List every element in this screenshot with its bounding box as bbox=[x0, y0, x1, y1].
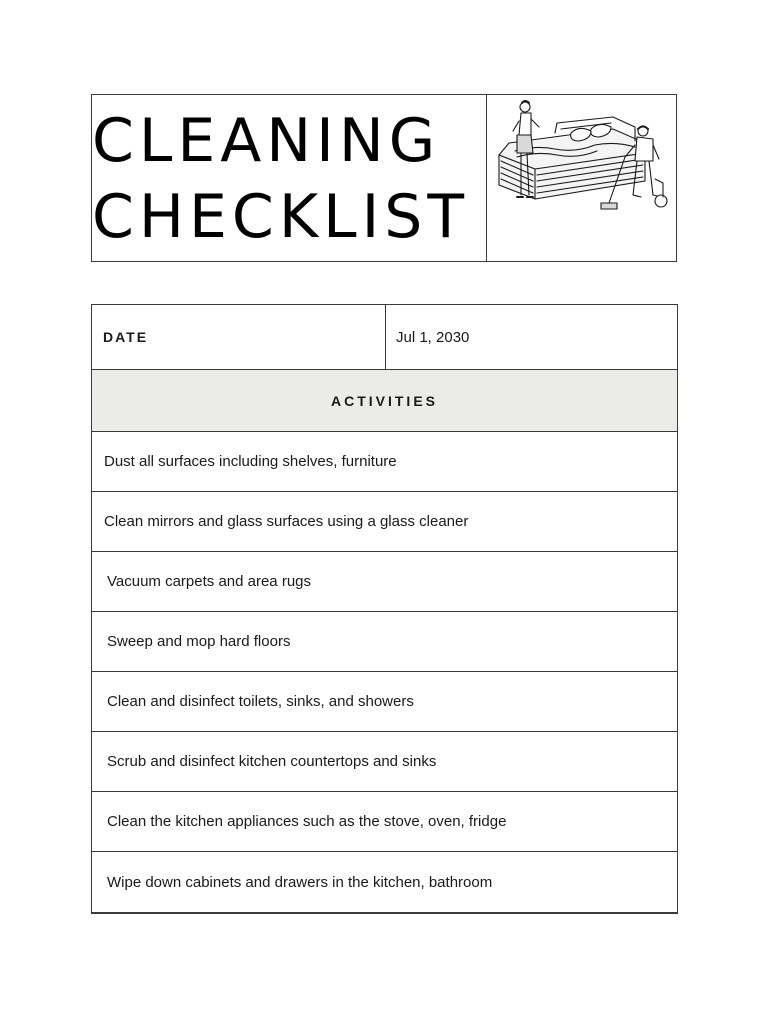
checklist-table bbox=[91, 304, 678, 914]
activity-list bbox=[92, 432, 677, 912]
activity-item: Clean and disinfect toilets, sinks, and showers bbox=[92, 672, 677, 732]
header-box bbox=[91, 94, 677, 262]
title-cell bbox=[92, 95, 487, 261]
activity-item: Scrub and disinfect kitchen countertops and sinks bbox=[92, 732, 677, 792]
page-title-line-1: CLEANING bbox=[92, 106, 441, 176]
activities-header: ACTIVITIES bbox=[92, 370, 677, 432]
activity-item: Wipe down cabinets and drawers in the kitchen, bathroom bbox=[107, 873, 493, 891]
date-value: Jul 1, 2030 bbox=[396, 328, 470, 346]
date-row bbox=[92, 305, 677, 370]
page-title-line-2: CHECKLIST bbox=[92, 182, 470, 252]
activity-item: Sweep and mop hard floors bbox=[92, 612, 677, 672]
activity-item: Clean the kitchen appliances such as the stove, oven, fridge bbox=[92, 792, 677, 852]
illustration-cell bbox=[487, 95, 676, 261]
activity-item: Clean mirrors and glass surfaces using a glass cleaner bbox=[92, 492, 677, 552]
cleaning-people-illustration-icon bbox=[495, 99, 671, 217]
activity-item: Vacuum carpets and area rugs bbox=[92, 552, 677, 612]
activity-item: Dust all surfaces including shelves, furniture bbox=[92, 432, 677, 492]
date-label: DATE bbox=[92, 305, 386, 369]
